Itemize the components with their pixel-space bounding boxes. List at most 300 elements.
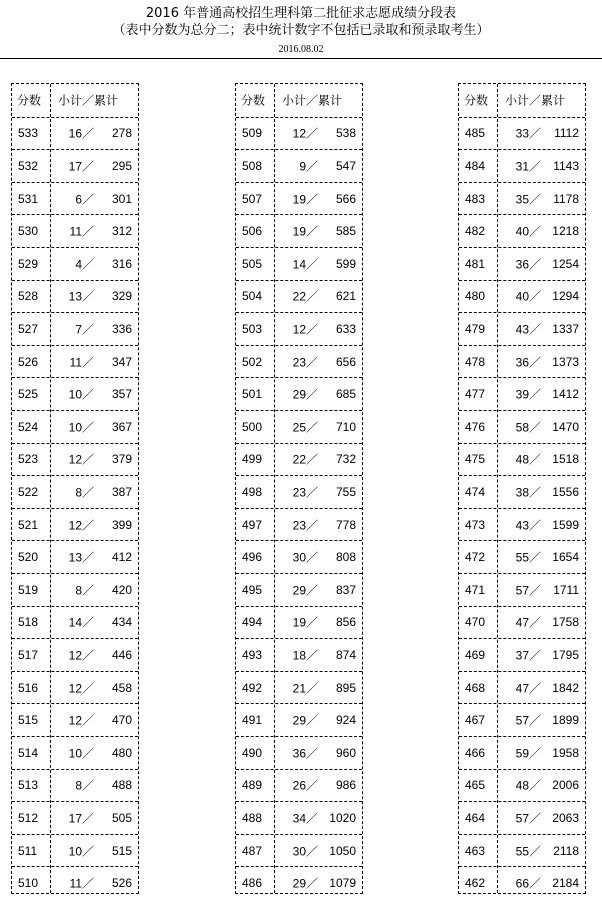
score-cell: 527: [18, 321, 39, 336]
subtotal-cell: 14／: [292, 257, 318, 272]
score-cell: 526: [18, 354, 39, 369]
subtotal-cell: 17／: [68, 159, 94, 174]
subtotal-cell: 23／: [292, 485, 318, 500]
subtotal-cell: 11／: [69, 224, 94, 239]
subtotal-cell: 7／: [75, 322, 94, 337]
score-cell: 529: [18, 256, 39, 271]
score-cell: 525: [18, 387, 39, 402]
subtotal-cell: 12／: [68, 713, 94, 728]
cumulative-cell: 1020: [329, 810, 356, 825]
subtotal-cell: 39／: [515, 387, 541, 402]
table-row: [12, 671, 138, 704]
table-header-row: [459, 84, 585, 117]
table-row: [12, 573, 138, 606]
subtotal-cell: 29／: [292, 876, 318, 891]
cumulative-cell: 1795: [552, 647, 579, 662]
score-cell: 500: [242, 419, 263, 434]
cumulative-cell: 526: [111, 876, 132, 891]
table-row: [12, 769, 138, 802]
cumulative-cell: 458: [111, 680, 132, 695]
table-row: [459, 769, 585, 802]
score-cell: 511: [18, 843, 38, 858]
subtotal-cell: 26／: [292, 778, 318, 793]
score-cell: 469: [465, 647, 486, 662]
cumulative-cell: 470: [111, 713, 132, 728]
subtotal-cell: 12／: [68, 681, 94, 696]
cumulative-cell: 547: [335, 158, 356, 173]
score-cell: 513: [18, 778, 39, 793]
score-cell: 475: [465, 452, 486, 467]
score-cell: 508: [242, 158, 263, 173]
table-row: [12, 345, 138, 378]
cumulative-cell: 1711: [553, 582, 579, 597]
score-cell: 521: [18, 517, 39, 532]
table-row: [12, 834, 138, 867]
cumulative-cell: 379: [111, 452, 132, 467]
subtotal-cell: 57／: [515, 713, 541, 728]
cumulative-cell: 1518: [552, 452, 579, 467]
subtotal-cell: 36／: [515, 355, 541, 370]
subtotal-cell: 37／: [515, 648, 541, 663]
score-cell: 466: [465, 745, 486, 760]
cumulative-cell: 278: [111, 126, 132, 141]
cumulative-cell: 420: [111, 582, 132, 597]
cumulative-cell: 1143: [553, 158, 579, 173]
subtotal-cell: 38／: [515, 485, 541, 500]
cumulative-cell: 316: [111, 256, 132, 271]
cumulative-cell: 312: [111, 224, 132, 239]
subtotal-cell: 16／: [68, 126, 94, 141]
table-row: [236, 801, 362, 834]
score-cell: 503: [242, 321, 263, 336]
cumulative-cell: 1556: [552, 484, 579, 499]
table-row: [12, 866, 138, 899]
cumulative-cell: 960: [335, 745, 356, 760]
table-header-row: [12, 84, 138, 117]
subtotal-cell: 12／: [292, 126, 318, 141]
table-row: [236, 508, 362, 541]
cumulative-cell: 367: [111, 419, 132, 434]
cumulative-cell: 1958: [552, 745, 579, 760]
cumulative-cell: 633: [335, 321, 356, 336]
cumulative-cell: 986: [335, 778, 356, 793]
cumulative-cell: 621: [335, 289, 356, 304]
cumulative-cell: 434: [111, 615, 132, 630]
table-row: [459, 834, 585, 867]
cumulative-cell: 505: [111, 810, 132, 825]
cumulative-cell: 1218: [552, 224, 579, 239]
table-row: [459, 671, 585, 704]
cumulative-cell: 837: [335, 582, 356, 597]
score-cell: 462: [465, 876, 486, 891]
subtotal-cell: 36／: [515, 257, 541, 272]
subtotal-cell: 25／: [292, 420, 318, 435]
score-cell: 509: [242, 126, 263, 141]
subtotal-cell: 29／: [292, 583, 318, 598]
subtotal-cell: 9／: [299, 159, 318, 174]
subtotal-cell: 6／: [75, 192, 94, 207]
table-row: [459, 182, 585, 215]
score-cell: 472: [465, 550, 486, 565]
score-cell: 520: [18, 550, 39, 565]
table-row: [459, 703, 585, 736]
table-row: [236, 214, 362, 247]
subtotal-cell: 17／: [68, 811, 94, 826]
score-cell: 523: [18, 452, 39, 467]
score-cell: 501: [242, 387, 263, 402]
table-row: [236, 149, 362, 182]
score-column: [235, 83, 363, 894]
cumulative-cell: 1079: [329, 876, 356, 891]
score-cell: 482: [465, 224, 486, 239]
subtotal-cell: 4／: [75, 257, 94, 272]
score-cell: 517: [18, 647, 39, 662]
table-row: [236, 443, 362, 476]
score-cell: 495: [242, 582, 263, 597]
score-cell: 485: [465, 126, 486, 141]
cumulative-cell: 1758: [552, 615, 579, 630]
header-score: 分数: [17, 93, 42, 108]
table-row: [12, 703, 138, 736]
cumulative-cell: 480: [111, 745, 132, 760]
subtotal-cell: 58／: [515, 420, 541, 435]
cumulative-cell: 347: [111, 354, 132, 369]
table-row: [459, 280, 585, 313]
cumulative-cell: 856: [335, 615, 356, 630]
score-column: [11, 83, 139, 894]
cumulative-cell: 599: [335, 256, 356, 271]
subtotal-cell: 22／: [292, 289, 318, 304]
subtotal-cell: 13／: [68, 289, 94, 304]
score-cell: 498: [242, 484, 263, 499]
header-score: 分数: [464, 93, 489, 108]
cumulative-cell: 412: [111, 550, 132, 565]
score-cell: 505: [242, 256, 263, 271]
subtotal-cell: 19／: [292, 192, 318, 207]
table-row: [12, 149, 138, 182]
subtotal-cell: 43／: [515, 322, 541, 337]
table-row: [236, 866, 362, 899]
cumulative-cell: 1470: [552, 419, 579, 434]
table-row: [12, 182, 138, 215]
table-row: [236, 280, 362, 313]
subtotal-cell: 47／: [515, 681, 541, 696]
cumulative-cell: 538: [335, 126, 356, 141]
table-row: [236, 703, 362, 736]
table-row: [459, 736, 585, 769]
score-cell: 530: [18, 224, 39, 239]
table-row: [12, 443, 138, 476]
cumulative-cell: 357: [111, 387, 132, 402]
table-row: [236, 182, 362, 215]
score-cell: 483: [465, 191, 486, 206]
score-cell: 506: [242, 224, 263, 239]
header-divider: [0, 58, 602, 59]
subtotal-cell: 36／: [292, 746, 318, 761]
score-cell: 470: [465, 615, 486, 630]
cumulative-cell: 1178: [553, 191, 579, 206]
score-cell: 519: [18, 582, 39, 597]
subtotal-cell: 10／: [68, 420, 94, 435]
subtotal-cell: 8／: [75, 583, 94, 598]
cumulative-cell: 755: [335, 484, 356, 499]
table-row: [12, 508, 138, 541]
table-row: [459, 573, 585, 606]
subtotal-cell: 8／: [75, 485, 94, 500]
subtotal-cell: 57／: [515, 583, 541, 598]
score-cell: 494: [242, 615, 263, 630]
score-column: [458, 83, 586, 894]
subtotal-cell: 66／: [515, 876, 541, 891]
table-row: [459, 866, 585, 899]
cumulative-cell: 732: [335, 452, 356, 467]
score-cell: 502: [242, 354, 263, 369]
cumulative-cell: 488: [111, 778, 132, 793]
cumulative-cell: 808: [335, 550, 356, 565]
subtotal-cell: 40／: [515, 224, 541, 239]
cumulative-cell: 2184: [552, 876, 579, 891]
score-cell: 463: [465, 843, 486, 858]
table-row: [459, 214, 585, 247]
table-row: [236, 345, 362, 378]
score-cell: 510: [18, 876, 39, 891]
score-cell: 465: [465, 778, 486, 793]
score-cell: 497: [242, 517, 263, 532]
subtotal-cell: 23／: [292, 355, 318, 370]
cumulative-cell: 1294: [552, 289, 579, 304]
table-row: [236, 117, 362, 150]
table-row: [459, 801, 585, 834]
score-cell: 491: [242, 713, 263, 728]
page-title: 2016 年普通高校招生理科第二批征求志愿成绩分段表: [145, 6, 457, 21]
subtotal-cell: 31／: [515, 159, 541, 174]
cumulative-cell: 1899: [552, 713, 579, 728]
score-cell: 504: [242, 289, 263, 304]
table-row: [236, 410, 362, 443]
score-cell: 489: [242, 778, 263, 793]
subtotal-cell: 22／: [292, 452, 318, 467]
subtotal-cell: 11／: [69, 355, 94, 370]
subtotal-cell: 10／: [68, 844, 94, 859]
subtotal-cell: 55／: [515, 550, 541, 565]
cumulative-cell: 301: [111, 191, 132, 206]
table-row: [459, 475, 585, 508]
subtotal-cell: 23／: [292, 518, 318, 533]
cumulative-cell: 924: [335, 713, 356, 728]
subtotal-cell: 10／: [68, 746, 94, 761]
table-row: [459, 247, 585, 280]
score-cell: 478: [465, 354, 486, 369]
table-row: [12, 377, 138, 410]
cumulative-cell: 2006: [552, 778, 579, 793]
header-count: 小计／累计: [58, 93, 119, 108]
table-row: [459, 312, 585, 345]
cumulative-cell: 387: [111, 484, 132, 499]
subtotal-cell: 19／: [292, 224, 318, 239]
score-cell: 487: [242, 843, 263, 858]
score-cell: 516: [18, 680, 39, 695]
cumulative-cell: 1599: [552, 517, 579, 532]
score-cell: 499: [242, 452, 263, 467]
subtotal-cell: 12／: [68, 648, 94, 663]
table-row: [12, 736, 138, 769]
table-row: [459, 149, 585, 182]
subtotal-cell: 8／: [75, 778, 94, 793]
cumulative-cell: 1050: [329, 843, 356, 858]
subtotal-cell: 11／: [69, 876, 94, 891]
score-cell: 486: [242, 876, 263, 891]
subtotal-cell: 43／: [515, 518, 541, 533]
subtotal-cell: 30／: [292, 550, 318, 565]
table-row: [12, 280, 138, 313]
subtotal-cell: 33／: [515, 126, 541, 141]
cumulative-cell: 778: [335, 517, 356, 532]
table-row: [236, 736, 362, 769]
cumulative-cell: 566: [335, 191, 356, 206]
header-score: 分数: [241, 93, 266, 108]
score-cell: 477: [465, 387, 486, 402]
score-cell: 522: [18, 484, 39, 499]
subtotal-cell: 12／: [68, 452, 94, 467]
table-row: [12, 247, 138, 280]
cumulative-cell: 336: [111, 321, 132, 336]
subtotal-cell: 29／: [292, 387, 318, 402]
table-row: [459, 606, 585, 639]
cumulative-cell: 295: [111, 158, 132, 173]
cumulative-cell: 656: [335, 354, 356, 369]
score-cell: 532: [18, 158, 39, 173]
cumulative-cell: 1337: [552, 321, 579, 336]
subtotal-cell: 47／: [515, 615, 541, 630]
score-cell: 473: [465, 517, 486, 532]
cumulative-cell: 1112: [554, 126, 579, 141]
table-row: [236, 769, 362, 802]
table-row: [236, 638, 362, 671]
table-row: [236, 540, 362, 573]
score-cell: 512: [18, 810, 39, 825]
subtotal-cell: 19／: [292, 615, 318, 630]
table-row: [12, 214, 138, 247]
table-row: [12, 475, 138, 508]
table-row: [236, 377, 362, 410]
subtotal-cell: 29／: [292, 713, 318, 728]
subtotal-cell: 18／: [292, 648, 318, 663]
score-cell: 480: [465, 289, 486, 304]
table-row: [236, 247, 362, 280]
score-cell: 490: [242, 745, 263, 760]
table-header-row: [236, 84, 362, 117]
subtotal-cell: 35／: [515, 192, 541, 207]
publish-date: 2016.08.02: [278, 44, 324, 55]
table-row: [236, 834, 362, 867]
table-row: [236, 606, 362, 639]
score-cell: 467: [465, 713, 486, 728]
cumulative-cell: 1373: [552, 354, 579, 369]
score-cell: 484: [465, 158, 486, 173]
cumulative-cell: 1654: [552, 550, 579, 565]
score-cell: 531: [18, 191, 39, 206]
subtotal-cell: 55／: [515, 844, 541, 859]
score-cell: 515: [18, 713, 39, 728]
cumulative-cell: 329: [111, 289, 132, 304]
score-cell: 507: [242, 191, 263, 206]
score-cell: 488: [242, 810, 263, 825]
cumulative-cell: 1254: [552, 256, 579, 271]
subtotal-cell: 48／: [515, 778, 541, 793]
table-row: [12, 606, 138, 639]
score-cell: 518: [18, 615, 39, 630]
table-row: [459, 540, 585, 573]
subtotal-cell: 14／: [68, 615, 94, 630]
score-cell: 468: [465, 680, 486, 695]
table-row: [459, 345, 585, 378]
table-row: [12, 638, 138, 671]
cumulative-cell: 1412: [552, 387, 579, 402]
table-row: [236, 475, 362, 508]
score-cell: 479: [465, 321, 486, 336]
subtotal-cell: 48／: [515, 452, 541, 467]
cumulative-cell: 685: [335, 387, 356, 402]
score-cell: 464: [465, 810, 486, 825]
cumulative-cell: 446: [111, 647, 132, 662]
table-row: [459, 410, 585, 443]
subtotal-cell: 57／: [515, 811, 541, 826]
table-row: [459, 377, 585, 410]
table-row: [12, 801, 138, 834]
cumulative-cell: 515: [111, 843, 132, 858]
table-row: [459, 638, 585, 671]
header-count: 小计／累计: [282, 93, 343, 108]
cumulative-cell: 585: [335, 224, 356, 239]
subtotal-cell: 21／: [292, 681, 318, 696]
score-cell: 476: [465, 419, 486, 434]
table-row: [459, 117, 585, 150]
table-row: [236, 312, 362, 345]
header-count: 小计／累计: [505, 93, 566, 108]
score-cell: 496: [242, 550, 263, 565]
table-row: [459, 508, 585, 541]
subtotal-cell: 34／: [292, 811, 318, 826]
score-cell: 492: [242, 680, 263, 695]
score-cell: 524: [18, 419, 39, 434]
cumulative-cell: 874: [335, 647, 356, 662]
table-row: [12, 410, 138, 443]
subtotal-cell: 12／: [292, 322, 318, 337]
subtotal-cell: 13／: [68, 550, 94, 565]
cumulative-cell: 399: [111, 517, 132, 532]
subtotal-cell: 10／: [68, 387, 94, 402]
subtotal-cell: 30／: [292, 844, 318, 859]
table-row: [236, 671, 362, 704]
cumulative-cell: 2063: [552, 810, 579, 825]
table-row: [236, 573, 362, 606]
cumulative-cell: 2118: [553, 843, 579, 858]
score-cell: 471: [465, 582, 486, 597]
table-row: [12, 312, 138, 345]
score-cell: 493: [242, 647, 263, 662]
cumulative-cell: 710: [335, 419, 356, 434]
subtotal-cell: 59／: [515, 746, 541, 761]
subtotal-cell: 12／: [68, 518, 94, 533]
cumulative-cell: 1842: [552, 680, 579, 695]
score-cell: 481: [465, 256, 486, 271]
score-cell: 528: [18, 289, 39, 304]
page-subtitle: （表中分数为总分二；表中统计数字不包括已录取和预录取考生）: [112, 23, 490, 38]
subtotal-cell: 40／: [515, 289, 541, 304]
table-row: [12, 540, 138, 573]
score-cell: 514: [18, 745, 39, 760]
table-row: [12, 117, 138, 150]
